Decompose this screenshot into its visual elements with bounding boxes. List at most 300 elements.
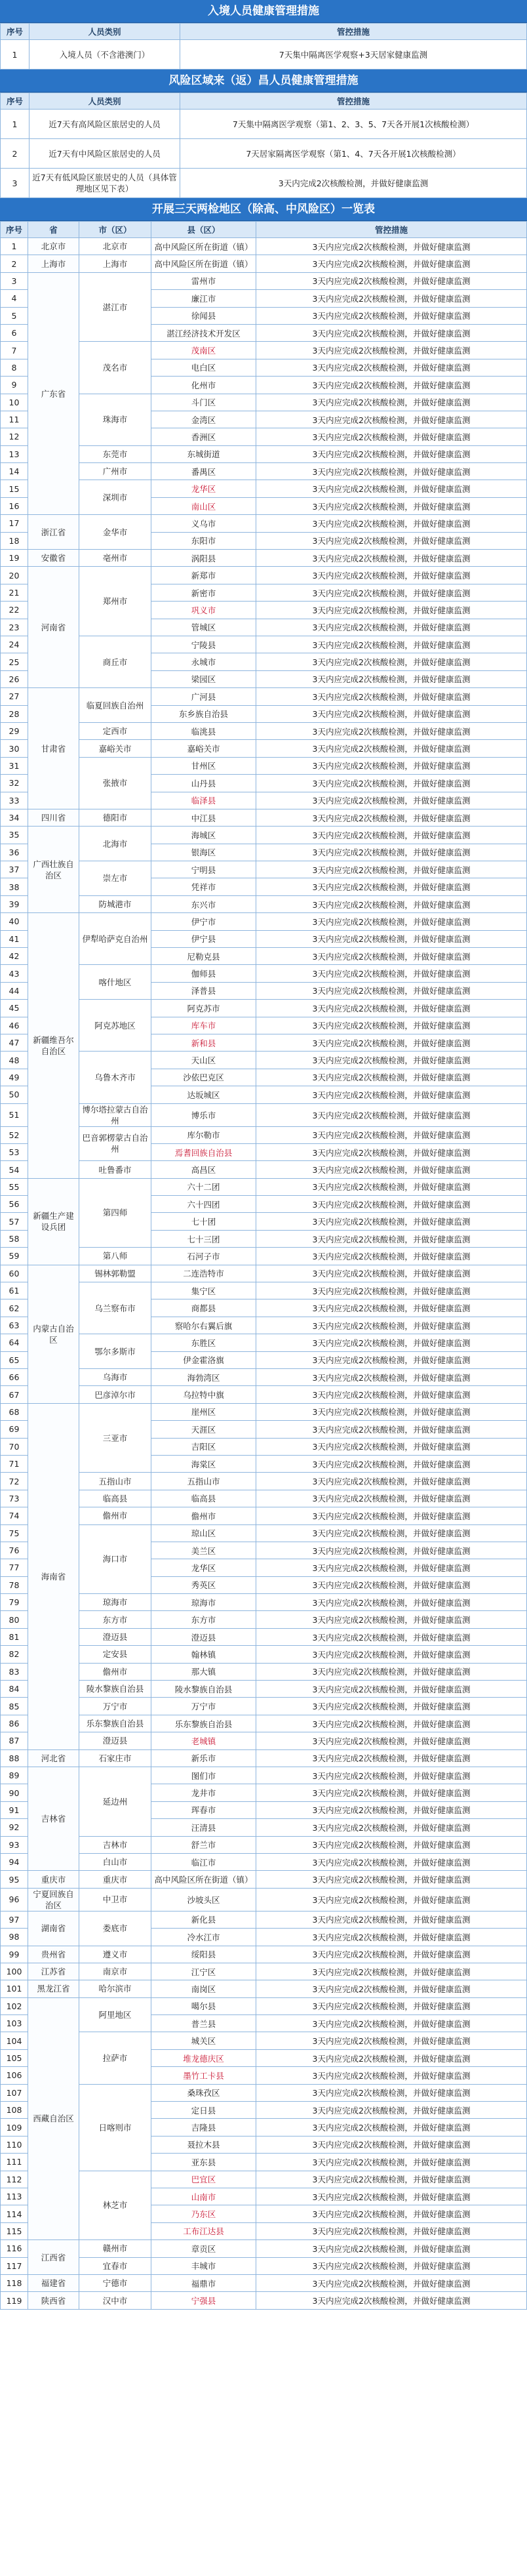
table-row — [1, 2274, 527, 2291]
row-seq: 55 — [1, 1178, 28, 1195]
row-measure: 3天内应完成2次核酸检测，并做好健康监测 — [256, 1421, 527, 1438]
row-county: 伽师县 — [151, 965, 256, 982]
section2-header-row — [1, 93, 527, 110]
row-seq: 105 — [1, 2049, 28, 2066]
row-county: 斗门区 — [151, 394, 256, 411]
row-county: 普兰县 — [151, 2015, 256, 2032]
table-row — [1, 1248, 527, 1265]
row-seq: 30 — [1, 740, 28, 757]
row-city: 临高县 — [79, 1490, 151, 1507]
row-seq: 107 — [1, 2084, 28, 2101]
row-seq: 98 — [1, 1929, 28, 1946]
row-seq: 36 — [1, 844, 28, 861]
row-measure: 3天内应完成2次核酸检测，并做好健康监测 — [256, 1213, 527, 1230]
row-seq: 16 — [1, 497, 28, 514]
row-seq: 28 — [1, 705, 28, 722]
row-measure: 3天内应完成2次核酸检测，并做好健康监测 — [256, 1628, 527, 1645]
row-seq: 87 — [1, 1732, 28, 1749]
row-measure: 7天集中隔离医学观察+3天居家健康监测 — [180, 40, 527, 70]
row-measure: 3天内应完成2次核酸检测，并做好健康监测 — [256, 2240, 527, 2257]
row-county: 沙依巴克区 — [151, 1069, 256, 1086]
table-row — [1, 550, 527, 567]
row-county: 美兰区 — [151, 1542, 256, 1559]
row-city: 乌海市 — [79, 1369, 151, 1386]
table-row — [1, 2292, 527, 2309]
table-row — [1, 40, 527, 70]
row-seq: 74 — [1, 1507, 28, 1524]
row-county: 电白区 — [151, 359, 256, 376]
row-measure: 3天内应完成2次核酸检测，并做好健康监测 — [256, 2032, 527, 2049]
row-seq: 91 — [1, 1801, 28, 1818]
table-row — [1, 1369, 527, 1386]
row-seq: 84 — [1, 1681, 28, 1698]
row-city: 遵义市 — [79, 1946, 151, 1963]
row-county: 图们市 — [151, 1767, 256, 1784]
section3-header-row — [1, 222, 527, 238]
row-seq: 1 — [1, 40, 29, 70]
row-measure: 3天内应完成2次核酸检测，并做好健康监测 — [256, 1524, 527, 1542]
row-province: 北京市 — [28, 238, 79, 255]
row-measure: 3天内应完成2次核酸检测，并做好健康监测 — [256, 411, 527, 428]
table-row — [1, 809, 527, 826]
row-measure: 3天内应完成2次核酸检测，并做好健康监测 — [256, 1017, 527, 1034]
table-row — [1, 965, 527, 982]
row-measure: 3天内应完成2次核酸检测，并做好健康监测 — [256, 1403, 527, 1420]
row-measure: 3天内应完成2次核酸检测，并做好健康监测 — [256, 1052, 527, 1069]
row-province: 重庆市 — [28, 1871, 79, 1888]
row-seq: 100 — [1, 1963, 28, 1980]
row-seq: 86 — [1, 1715, 28, 1732]
row-seq: 43 — [1, 965, 28, 982]
row-county: 尼勒克县 — [151, 948, 256, 965]
row-seq: 10 — [1, 394, 28, 411]
table-row — [1, 1594, 527, 1611]
row-measure: 3天内应完成2次核酸检测，并做好健康监测 — [256, 1963, 527, 1980]
row-measure: 3天内应完成2次核酸检测，并做好健康监测 — [256, 2171, 527, 2188]
row-city: 乌兰察布市 — [79, 1282, 151, 1334]
row-county: 临江市 — [151, 1853, 256, 1870]
row-seq: 56 — [1, 1196, 28, 1213]
row-county: 化州市 — [151, 377, 256, 394]
row-seq: 116 — [1, 2240, 28, 2257]
row-county: 乐东黎族自治县 — [151, 1715, 256, 1732]
row-county: 雷州市 — [151, 272, 256, 289]
row-city: 吉林市 — [79, 1836, 151, 1853]
row-county: 二连浩特市 — [151, 1265, 256, 1282]
row-county: 宁明县 — [151, 861, 256, 878]
row-seq: 99 — [1, 1946, 28, 1963]
row-seq: 72 — [1, 1473, 28, 1490]
row-county: 丰城市 — [151, 2257, 256, 2274]
row-measure: 3天内应完成2次核酸检测，并做好健康监测 — [256, 775, 527, 792]
row-seq: 94 — [1, 1853, 28, 1870]
table-row — [1, 110, 527, 139]
row-seq: 104 — [1, 2032, 28, 2049]
row-county: 临泽县 — [151, 792, 256, 809]
row-county: 龙华区 — [151, 1559, 256, 1576]
row-county: 龙井市 — [151, 1784, 256, 1801]
row-county: 绥阳县 — [151, 1946, 256, 1963]
row-county: 嘉峪关市 — [151, 740, 256, 757]
table-row — [1, 1611, 527, 1628]
row-measure: 3天内应完成2次核酸检测，并做好健康监测 — [256, 1836, 527, 1853]
row-seq: 24 — [1, 636, 28, 653]
row-county: 亚东县 — [151, 2154, 256, 2171]
row-category: 近7天有高风险区旅居史的人员 — [29, 110, 180, 139]
row-measure: 3天内应完成2次核酸检测，并做好健康监测 — [256, 809, 527, 826]
table-row — [1, 445, 527, 462]
row-county: 聂拉木县 — [151, 2136, 256, 2153]
row-seq: 9 — [1, 377, 28, 394]
row-city: 乐东黎族自治县 — [79, 1715, 151, 1732]
row-measure: 3天内应完成2次核酸检测，并做好健康监测 — [256, 550, 527, 567]
row-county: 中江县 — [151, 809, 256, 826]
row-county: 伊金霍洛旗 — [151, 1351, 256, 1368]
row-seq: 70 — [1, 1438, 28, 1455]
row-county: 珲春市 — [151, 1801, 256, 1818]
row-seq: 119 — [1, 2292, 28, 2309]
row-measure: 3天内应完成2次核酸检测，并做好健康监测 — [256, 1490, 527, 1507]
table-row — [1, 1980, 527, 1997]
row-measure: 3天内应完成2次核酸检测，并做好健康监测 — [256, 1594, 527, 1611]
row-province: 河南省 — [28, 567, 79, 688]
row-county: 高昌区 — [151, 1161, 256, 1178]
row-city: 重庆市 — [79, 1871, 151, 1888]
row-measure: 3天内应完成2次核酸检测，并做好健康监测 — [256, 1386, 527, 1403]
row-county: 高中风险区所在街道（镇） — [151, 1871, 256, 1888]
table-row — [1, 1161, 527, 1178]
row-seq: 53 — [1, 1143, 28, 1160]
row-county: 察哈尔右翼后旗 — [151, 1317, 256, 1334]
row-seq: 65 — [1, 1351, 28, 1368]
row-seq: 49 — [1, 1069, 28, 1086]
row-measure: 3天内应完成2次核酸检测，并做好健康监测 — [256, 1681, 527, 1698]
row-county: 澄迈县 — [151, 1628, 256, 1645]
row-county: 廉江市 — [151, 290, 256, 307]
row-measure: 3天内应完成2次核酸检测，并做好健康监测 — [256, 1611, 527, 1628]
row-seq: 40 — [1, 913, 28, 930]
row-measure: 3天内应完成2次核酸检测，并做好健康监测 — [256, 705, 527, 722]
row-county: 儋州市 — [151, 1507, 256, 1524]
row-measure: 3天内应完成2次核酸检测，并做好健康监测 — [256, 2292, 527, 2309]
row-seq: 79 — [1, 1594, 28, 1611]
row-county: 福鼎市 — [151, 2274, 256, 2291]
row-measure: 3天内应完成2次核酸检测，并做好健康监测 — [256, 1576, 527, 1593]
table-row — [1, 1628, 527, 1645]
table-row — [1, 2032, 527, 2049]
row-county: 东阳市 — [151, 532, 256, 549]
section1-title: 入境人员健康管理措施 — [0, 0, 527, 23]
section3-body — [1, 238, 527, 2310]
row-seq: 23 — [1, 619, 28, 636]
row-county: 泽普县 — [151, 982, 256, 999]
row-measure: 3天内应完成2次核酸检测，并做好健康监测 — [256, 515, 527, 532]
row-county: 沙坡头区 — [151, 1888, 256, 1911]
row-county: 海城区 — [151, 827, 256, 844]
table-row — [1, 1871, 527, 1888]
row-county: 章贡区 — [151, 2240, 256, 2257]
row-city: 喀什地区 — [79, 965, 151, 1000]
row-city: 珠海市 — [79, 394, 151, 445]
row-measure: 3天内应完成2次核酸检测，并做好健康监测 — [256, 619, 527, 636]
header-seq: 序号 — [1, 93, 29, 110]
row-city: 石家庄市 — [79, 1749, 151, 1767]
row-city: 三亚市 — [79, 1403, 151, 1473]
row-county: 集宁区 — [151, 1282, 256, 1299]
header-measure: 管控措施 — [180, 93, 527, 110]
row-measure: 3天内应完成2次核酸检测，并做好健康监测 — [256, 1438, 527, 1455]
row-seq: 97 — [1, 1911, 28, 1928]
row-county: 永城市 — [151, 653, 256, 670]
row-county: 石河子市 — [151, 1248, 256, 1265]
row-city: 巴音郭楞蒙古自治州 — [79, 1126, 151, 1161]
row-measure: 3天内应完成2次核酸检测，并做好健康监测 — [256, 1248, 527, 1265]
row-measure: 3天内应完成2次核酸检测，并做好健康监测 — [256, 1299, 527, 1317]
row-seq: 13 — [1, 445, 28, 462]
table-row — [1, 1473, 527, 1490]
row-category: 入境人员（不含港澳门） — [29, 40, 180, 70]
row-county: 高中风险区所在街道（镇） — [151, 238, 256, 255]
row-province: 四川省 — [28, 809, 79, 826]
row-measure: 3天内应完成2次核酸检测，并做好健康监测 — [256, 1317, 527, 1334]
row-seq: 63 — [1, 1317, 28, 1334]
row-seq: 17 — [1, 515, 28, 532]
row-measure: 3天内应完成2次核酸检测，并做好健康监测 — [256, 463, 527, 480]
row-measure: 3天内应完成2次核酸检测，并做好健康监测 — [256, 757, 527, 774]
row-city: 东方市 — [79, 1611, 151, 1628]
row-measure: 3天内应完成2次核酸检测，并做好健康监测 — [256, 2049, 527, 2066]
row-measure: 3天内应完成2次核酸检测，并做好健康监测 — [256, 255, 527, 272]
row-seq: 12 — [1, 428, 28, 445]
row-measure: 3天内应完成2次核酸检测，并做好健康监测 — [256, 948, 527, 965]
row-seq: 60 — [1, 1265, 28, 1282]
row-seq: 90 — [1, 1784, 28, 1801]
row-province: 西藏自治区 — [28, 1997, 79, 2239]
row-measure: 3天内应完成2次核酸检测，并做好健康监测 — [256, 2188, 527, 2205]
row-measure: 3天内应完成2次核酸检测，并做好健康监测 — [256, 895, 527, 912]
row-seq: 109 — [1, 2119, 28, 2136]
row-county: 六十四团 — [151, 1196, 256, 1213]
row-seq: 22 — [1, 602, 28, 619]
row-seq: 101 — [1, 1980, 28, 1997]
header-county: 县（区） — [151, 222, 256, 238]
row-seq: 21 — [1, 584, 28, 601]
header-city: 市（区） — [79, 222, 151, 238]
row-county: 堆龙德庆区 — [151, 2049, 256, 2066]
row-province: 海南省 — [28, 1403, 79, 1749]
row-seq: 15 — [1, 480, 28, 497]
row-city: 乌鲁木齐市 — [79, 1052, 151, 1103]
row-city: 巴彦淖尔市 — [79, 1386, 151, 1403]
row-city: 万宁市 — [79, 1698, 151, 1715]
table-row — [1, 1524, 527, 1542]
row-county: 乃东区 — [151, 2205, 256, 2222]
row-county: 库尔勒市 — [151, 1126, 256, 1143]
row-county: 东乡族自治县 — [151, 705, 256, 722]
row-seq: 73 — [1, 1490, 28, 1507]
row-seq: 4 — [1, 290, 28, 307]
row-province: 河北省 — [28, 1749, 79, 1767]
row-city: 定西市 — [79, 722, 151, 739]
table-row — [1, 688, 527, 705]
row-measure: 3天内应完成2次核酸检测，并做好健康监测 — [256, 428, 527, 445]
row-measure: 3天内应完成2次核酸检测，并做好健康监测 — [256, 965, 527, 982]
section2-table — [0, 92, 527, 198]
row-measure: 3天内应完成2次核酸检测，并做好健康监测 — [256, 1663, 527, 1680]
row-seq: 76 — [1, 1542, 28, 1559]
row-county: 崖州区 — [151, 1403, 256, 1420]
row-county: 吉阳区 — [151, 1438, 256, 1455]
row-measure: 3天内应完成2次核酸检测，并做好健康监测 — [256, 1646, 527, 1663]
row-county: 伊宁市 — [151, 913, 256, 930]
row-measure: 3天内应完成2次核酸检测，并做好健康监测 — [256, 602, 527, 619]
row-measure: 3天内应完成2次核酸检测，并做好健康监测 — [256, 567, 527, 584]
row-province: 新疆生产建设兵团 — [28, 1178, 79, 1265]
row-measure: 3天内应完成2次核酸检测，并做好健康监测 — [256, 2136, 527, 2153]
table-row — [1, 1265, 527, 1282]
row-county: 七十三团 — [151, 1230, 256, 1247]
row-measure: 3天内应完成2次核酸检测，并做好健康监测 — [256, 1819, 527, 1836]
row-seq: 66 — [1, 1369, 28, 1386]
row-county: 阿克苏市 — [151, 1000, 256, 1017]
row-county: 琼山区 — [151, 1524, 256, 1542]
row-measure: 3天内应完成2次核酸检测，并做好健康监测 — [256, 1161, 527, 1178]
section1-table — [0, 23, 527, 70]
row-city: 白山市 — [79, 1853, 151, 1870]
row-measure: 3天内应完成2次核酸检测，并做好健康监测 — [256, 670, 527, 687]
row-county: 琼海市 — [151, 1594, 256, 1611]
row-county: 新郑市 — [151, 567, 256, 584]
row-province: 浙江省 — [28, 515, 79, 550]
row-measure: 3天内应完成2次核酸检测，并做好健康监测 — [256, 2119, 527, 2136]
row-seq: 44 — [1, 982, 28, 999]
row-measure: 3天内应完成2次核酸检测，并做好健康监测 — [256, 2274, 527, 2291]
row-city: 崇左市 — [79, 861, 151, 896]
row-province: 新疆维吾尔自治区 — [28, 913, 79, 1178]
row-seq: 37 — [1, 861, 28, 878]
row-seq: 61 — [1, 1282, 28, 1299]
row-seq: 110 — [1, 2136, 28, 2153]
row-measure: 3天内应完成2次核酸检测，并做好健康监测 — [256, 1946, 527, 1963]
row-seq: 89 — [1, 1767, 28, 1784]
row-county: 番禺区 — [151, 463, 256, 480]
table-row — [1, 1403, 527, 1420]
row-measure: 3天内应完成2次核酸检测，并做好健康监测 — [256, 1542, 527, 1559]
row-category: 近7天有低风险区旅居史的人员（具体管理地区见下表） — [29, 169, 180, 198]
row-seq: 106 — [1, 2067, 28, 2084]
row-province: 广西壮族自治区 — [28, 827, 79, 913]
row-province: 福建省 — [28, 2274, 79, 2291]
table-row — [1, 1000, 527, 1017]
row-measure: 3天内应完成2次核酸检测，并做好健康监测 — [256, 1997, 527, 2014]
row-county: 南山区 — [151, 497, 256, 514]
row-measure: 3天内完成2次核酸检测，并做好健康监测 — [180, 169, 527, 198]
row-measure: 3天内应完成2次核酸检测，并做好健康监测 — [256, 1715, 527, 1732]
row-measure: 3天内应完成2次核酸检测，并做好健康监测 — [256, 1455, 527, 1472]
row-city: 汉中市 — [79, 2292, 151, 2309]
row-measure: 3天内应完成2次核酸检测，并做好健康监测 — [256, 861, 527, 878]
row-measure: 3天内应完成2次核酸检测，并做好健康监测 — [256, 1473, 527, 1490]
table-row — [1, 1334, 527, 1351]
row-measure: 3天内应完成2次核酸检测，并做好健康监测 — [256, 532, 527, 549]
table-row — [1, 480, 527, 497]
row-city: 东莞市 — [79, 445, 151, 462]
row-seq: 71 — [1, 1455, 28, 1472]
row-county: 噶尔县 — [151, 1997, 256, 2014]
section2-title: 风险区域来（返）昌人员健康管理措施 — [0, 70, 527, 92]
table-row — [1, 1490, 527, 1507]
row-seq: 18 — [1, 532, 28, 549]
row-county: 金湾区 — [151, 411, 256, 428]
table-row — [1, 1963, 527, 1980]
row-city: 陵水黎族自治县 — [79, 1681, 151, 1698]
row-city: 第八师 — [79, 1248, 151, 1265]
row-seq: 111 — [1, 2154, 28, 2171]
row-measure: 3天内应完成2次核酸检测，并做好健康监测 — [256, 636, 527, 653]
row-seq: 64 — [1, 1334, 28, 1351]
row-city: 嘉峪关市 — [79, 740, 151, 757]
row-seq: 92 — [1, 1819, 28, 1836]
row-city: 定安县 — [79, 1646, 151, 1663]
row-seq: 88 — [1, 1749, 28, 1767]
table-row — [1, 139, 527, 169]
table-row — [1, 827, 527, 844]
row-measure: 3天内应完成2次核酸检测，并做好健康监测 — [256, 497, 527, 514]
row-measure: 3天内应完成2次核酸检测，并做好健康监测 — [256, 2154, 527, 2171]
row-measure: 3天内应完成2次核酸检测，并做好健康监测 — [256, 377, 527, 394]
row-city: 商丘市 — [79, 636, 151, 687]
row-seq: 11 — [1, 411, 28, 428]
row-measure: 3天内应完成2次核酸检测，并做好健康监测 — [256, 1929, 527, 1946]
row-city: 湛江市 — [79, 272, 151, 342]
row-county: 海棠区 — [151, 1455, 256, 1472]
header-seq: 序号 — [1, 222, 28, 238]
row-county: 湛江经济技术开发区 — [151, 324, 256, 341]
row-city: 郑州市 — [79, 567, 151, 636]
table-row — [1, 169, 527, 198]
row-city: 海口市 — [79, 1524, 151, 1594]
table-row — [1, 1767, 527, 1784]
row-seq: 80 — [1, 1611, 28, 1628]
row-county: 海勃湾区 — [151, 1369, 256, 1386]
row-city: 儋州市 — [79, 1507, 151, 1524]
row-seq: 39 — [1, 895, 28, 912]
row-city: 日喀则市 — [79, 2084, 151, 2171]
row-seq: 47 — [1, 1034, 28, 1051]
row-county: 定日县 — [151, 2102, 256, 2119]
row-county: 老城镇 — [151, 1732, 256, 1749]
row-seq: 108 — [1, 2102, 28, 2119]
row-county: 甘州区 — [151, 757, 256, 774]
row-county: 伊宁县 — [151, 930, 256, 947]
row-measure: 3天内应完成2次核酸检测，并做好健康监测 — [256, 272, 527, 289]
row-seq: 7 — [1, 342, 28, 359]
row-province: 江苏省 — [28, 1963, 79, 1980]
row-city: 澄迈县 — [79, 1732, 151, 1749]
row-county: 吉隆县 — [151, 2119, 256, 2136]
row-measure: 3天内应完成2次核酸检测，并做好健康监测 — [256, 1143, 527, 1160]
row-seq: 51 — [1, 1103, 28, 1126]
table-row — [1, 2171, 527, 2188]
row-measure: 3天内应完成2次核酸检测，并做好健康监测 — [256, 1698, 527, 1715]
row-seq: 113 — [1, 2188, 28, 2205]
row-measure: 3天内应完成2次核酸检测，并做好健康监测 — [256, 480, 527, 497]
row-province: 广东省 — [28, 272, 79, 514]
row-measure: 3天内应完成2次核酸检测，并做好健康监测 — [256, 359, 527, 376]
table-row — [1, 1853, 527, 1870]
row-measure: 3天内应完成2次核酸检测，并做好健康监测 — [256, 722, 527, 739]
table-row — [1, 1911, 527, 1928]
